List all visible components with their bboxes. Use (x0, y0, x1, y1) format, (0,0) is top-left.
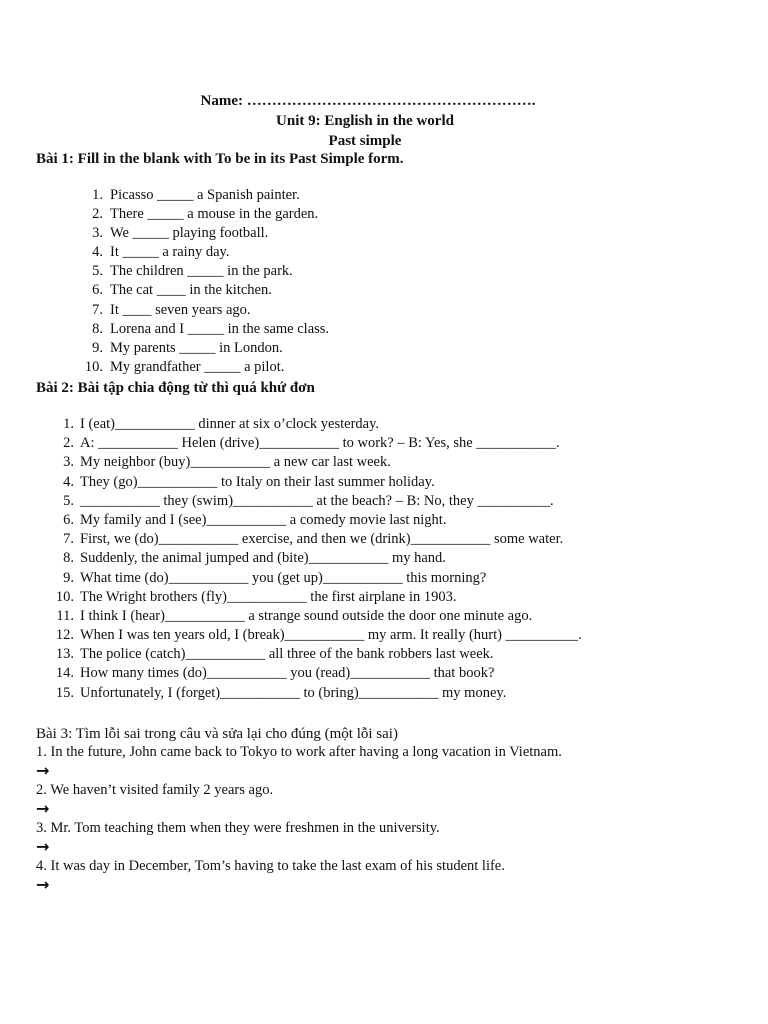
item-text: It ____ seven years ago. (110, 301, 251, 318)
item-number: 2. (92, 206, 103, 223)
list-item (55, 588, 582, 607)
list-item (92, 186, 329, 205)
item-number: 11. (56, 607, 74, 624)
list-item (92, 301, 329, 320)
item-number: 4. (63, 473, 74, 490)
item-text: The cat ____ in the kitchen. (110, 282, 272, 299)
item-text: We _____ playing football. (110, 225, 269, 242)
item-number: 14. (55, 665, 74, 682)
item-text: My parents _____ in London. (110, 339, 283, 356)
item-text: First, we (do)___________ exercise, and then we (drink)___________ some water. (80, 531, 564, 548)
right-arrow-icon: → (36, 761, 50, 780)
item-number: 5. (63, 492, 74, 509)
list-item (55, 626, 582, 645)
item-text: A: ___________ Helen (drive)___________ to work? – B: Yes, she ___________. (80, 435, 560, 452)
list-item (92, 281, 329, 300)
list-item (63, 511, 582, 530)
item-text: The police (catch)___________ all three of the bank robbers last week. (80, 646, 494, 663)
item-number: 13. (55, 646, 74, 663)
unit-title: Unit 9: English in the world (276, 113, 454, 129)
item-number: 3. (63, 454, 74, 471)
list-item (92, 243, 329, 262)
item-number: 10. (55, 588, 74, 605)
item-number: 10. (84, 358, 103, 375)
item-number: 6. (92, 282, 103, 299)
list-item (92, 205, 329, 224)
item-text: Lorena and I _____ in the same class. (110, 320, 330, 337)
list-item (92, 224, 329, 243)
right-arrow-icon: → (36, 875, 50, 894)
item-number: 2. (63, 435, 74, 452)
item-text: They (go)___________ to Italy on their last summer holiday. (80, 473, 435, 490)
item-number: 9. (63, 569, 74, 586)
item-text: Suddenly, the animal jumped and (bite)___________ my hand. (80, 550, 446, 567)
item-number: 9. (92, 339, 103, 356)
list-item (55, 684, 582, 703)
item-text: What time (do)___________ you (get up)___________ this morning? (80, 569, 487, 586)
item-text: How many times (do)___________ you (read)___________ that book? (80, 665, 495, 682)
list-item (84, 358, 329, 377)
item-text: My grandfather _____ a pilot. (110, 358, 285, 375)
item-text: It _____ a rainy day. (110, 244, 230, 261)
topic-title: Past simple (328, 133, 402, 149)
item-number: 1. (63, 416, 74, 432)
item-text: ___________ they (swim)___________ at the beach? – B: No, they __________. (80, 492, 554, 509)
list-item (56, 607, 582, 626)
list-item (55, 664, 582, 683)
item-number: 15. (55, 684, 74, 701)
list-item (92, 262, 329, 281)
list-item (63, 473, 582, 492)
item-number: 12. (55, 627, 74, 644)
section3-title: Bài 3: Tìm lỗi sai trong câu và sửa lại cho đúng (một lỗi sai) (36, 726, 398, 742)
item-number: 8. (92, 320, 103, 337)
list-item (63, 492, 582, 511)
list-item (63, 415, 582, 434)
item-number: 6. (63, 511, 74, 528)
error-question-2: 2. We haven’t visited family 2 years ago. (36, 782, 274, 798)
item-text: The children _____ in the park. (110, 263, 293, 280)
item-text: When I was ten years old, I (break)___________ my arm. It really (hurt) __________. (80, 627, 582, 644)
item-text: I think I (hear)___________ a strange sound outside the door one minute ago. (80, 607, 533, 624)
item-number: 4. (92, 244, 103, 261)
section2-list (55, 415, 582, 703)
error-question-4: 4. It was day in December, Tom’s having to take the last exam of his student life. (36, 858, 505, 874)
list-item (63, 530, 582, 549)
list-item (92, 320, 330, 339)
right-arrow-icon: → (36, 837, 50, 856)
list-item (63, 453, 582, 472)
item-number: 3. (92, 225, 103, 242)
error-question-3: 3. Mr. Tom teaching them when they were freshmen in the university. (36, 820, 440, 836)
item-text: Picasso _____ a Spanish painter. (110, 187, 300, 203)
list-item (63, 569, 582, 588)
section1-title: Bài 1: Fill in the blank with To be in its Past Simple form. (36, 151, 404, 167)
item-text: The Wright brothers (fly)___________ the first airplane in 1903. (80, 588, 457, 605)
item-number: 8. (63, 550, 74, 567)
section1-list (84, 186, 330, 377)
item-text: My family and I (see)___________ a comedy movie last night. (80, 511, 447, 528)
item-text: There _____ a mouse in the garden. (110, 206, 319, 223)
error-question-1: 1. In the future, John came back to Tokyo to work after having a long vacation in Vietnam. (36, 744, 562, 760)
item-text: My neighbor (buy)___________ a new car last week. (80, 454, 391, 471)
right-arrow-icon: → (36, 799, 50, 818)
item-number: 7. (92, 301, 103, 318)
item-number: 7. (63, 531, 74, 548)
item-number: 1. (92, 187, 103, 203)
list-item (63, 434, 582, 453)
student-name-line: Name: …………………………………………………. (200, 93, 536, 109)
list-item (55, 645, 582, 664)
section2-title: Bài 2: Bài tập chia động từ thì quá khứ đơn (36, 380, 315, 396)
list-item (92, 339, 329, 358)
list-item (63, 549, 582, 568)
item-number: 5. (92, 263, 103, 280)
item-text: Unfortunately, I (forget)___________ to (bring)___________ my money. (80, 684, 507, 701)
item-text: I (eat)___________ dinner at six o’clock yesterday. (80, 416, 380, 432)
